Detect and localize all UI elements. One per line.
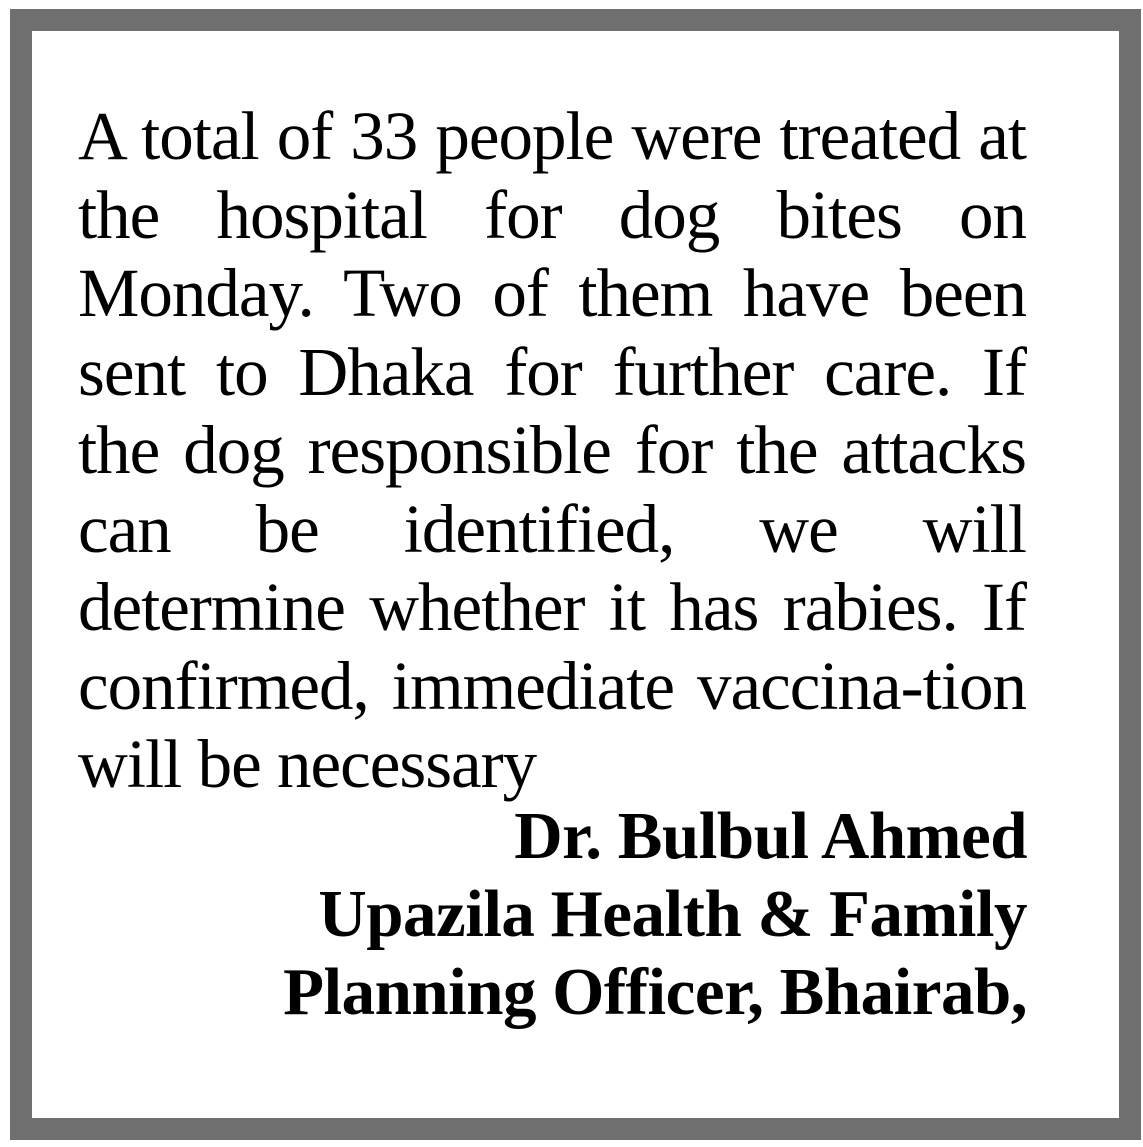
quote-text: A total of 33 people were treated at the hospital for dog bites on Monday. Two of them have been sent to Dhaka for further care. If the dog responsible for the attacks can be identified, we will determine whether it has rabies. If confirmed, immediate vaccina-tion will be necessary [78,98,1026,802]
attribution-title-line1: Upazila Health & Family [318,877,1027,951]
attribution-title-line2: Planning Officer, Bhairab, [283,955,1027,1029]
attribution-name: Dr. Bulbul Ahmed [514,799,1027,873]
attribution-block [127,797,1027,1031]
